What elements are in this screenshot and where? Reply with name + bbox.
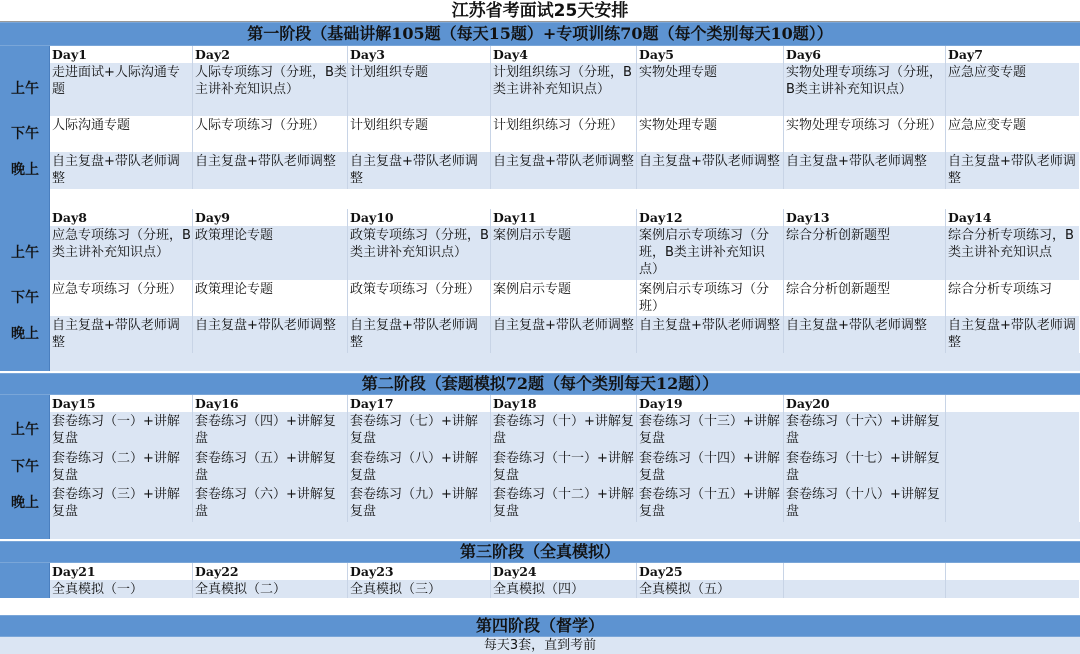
schedule-cell: 套卷练习（十三）+讲解复盘 — [637, 412, 784, 449]
grid-divider — [783, 395, 784, 522]
period-label-morning: 上午 — [11, 245, 39, 261]
schedule-cell: 套卷练习（十）+讲解复盘 — [491, 412, 637, 449]
period-label-afternoon: 下午 — [11, 126, 39, 142]
schedule-cell: 计划组织专题 — [348, 116, 491, 152]
schedule-cell: 走进面试+人际沟通专题 — [50, 63, 193, 116]
schedule-cell: 自主复盘+带队老师调整 — [50, 316, 193, 353]
day-label: Day23 — [350, 564, 394, 579]
schedule-cell: 自主复盘+带队老师调整 — [946, 316, 1080, 353]
grid-divider — [192, 563, 193, 598]
grid-divider — [192, 395, 193, 522]
empty-cell — [946, 412, 1080, 449]
day-label: Day2 — [195, 47, 230, 62]
empty-cell — [946, 485, 1080, 522]
grid-divider — [636, 563, 637, 598]
stage3-period-column — [0, 563, 50, 600]
grid-divider — [490, 46, 491, 189]
schedule-cell: 自主复盘+带队老师调整 — [784, 316, 946, 353]
grid-divider — [347, 395, 348, 522]
schedule-cell: 自主复盘+带队老师调整 — [348, 316, 491, 353]
day-label: Day12 — [639, 210, 683, 225]
grid-divider — [945, 395, 946, 522]
day-label: Day18 — [493, 396, 537, 411]
schedule-cell: 套卷练习（二）+讲解复盘 — [50, 449, 193, 485]
day-label: Day17 — [350, 396, 394, 411]
schedule-cell: 综合分析创新题型 — [784, 280, 946, 316]
schedule-cell: 实物处理专项练习（分班，B类主讲补充知识点） — [784, 63, 946, 116]
schedule-cell: 实物处理专题 — [637, 63, 784, 116]
period-label-evening: 晚上 — [11, 495, 39, 511]
spacer-row — [0, 598, 1080, 615]
stage4-header: 第四阶段（督学） — [0, 615, 1080, 637]
grid-divider — [192, 46, 193, 189]
schedule-cell: 套卷练习（九）+讲解复盘 — [348, 485, 491, 522]
day-label: Day10 — [350, 210, 394, 225]
schedule-cell: 人际沟通专题 — [50, 116, 193, 152]
day-label: Day13 — [786, 210, 830, 225]
day-label: Day14 — [948, 210, 992, 225]
day-label: Day5 — [639, 47, 674, 62]
grid-divider — [490, 209, 491, 353]
schedule-cell: 计划组织专题 — [348, 63, 491, 116]
grid-divider — [490, 563, 491, 598]
grid-divider — [945, 209, 946, 353]
empty-cell — [946, 580, 1080, 598]
schedule-cell: 自主复盘+带队老师调整 — [50, 152, 193, 189]
schedule-cell: 全真模拟（二） — [193, 580, 348, 598]
period-label-afternoon: 下午 — [11, 290, 39, 306]
schedule-cell: 应急应变专题 — [946, 63, 1080, 116]
schedule-cell: 案例启示专项练习（分班） — [637, 280, 784, 316]
schedule-cell: 政策专项练习（分班，B类主讲补充知识点） — [348, 226, 491, 280]
schedule-cell: 实物处理专项练习（分班） — [784, 116, 946, 152]
grid-divider — [192, 209, 193, 353]
grid-divider — [347, 46, 348, 189]
schedule-cell: 套卷练习（六）+讲解复盘 — [193, 485, 348, 522]
period-label-evening: 晚上 — [11, 162, 39, 178]
day-label: Day11 — [493, 210, 537, 225]
schedule-cell: 综合分析专项练习，B类主讲补充知识点 — [946, 226, 1080, 280]
schedule-cell: 套卷练习（八）+讲解复盘 — [348, 449, 491, 485]
grid-divider — [636, 209, 637, 353]
schedule-cell: 自主复盘+带队老师调整 — [637, 152, 784, 189]
grid-divider — [636, 46, 637, 189]
grid-divider — [945, 46, 946, 189]
schedule-cell: 自主复盘+带队老师调整 — [193, 316, 348, 353]
schedule-cell: 应急应变专题 — [946, 116, 1080, 152]
spacer-row — [50, 353, 1080, 371]
schedule-cell: 自主复盘+带队老师调整 — [491, 152, 637, 189]
day-label: Day8 — [52, 210, 87, 225]
schedule-cell: 实物处理专题 — [637, 116, 784, 152]
schedule-cell: 套卷练习（七）+讲解复盘 — [348, 412, 491, 449]
stage1-header: 第一阶段（基础讲解105题（每天15题）+专项训练70题（每个类别每天10题）） — [0, 22, 1080, 46]
schedule-cell: 全真模拟（一） — [50, 580, 193, 598]
schedule-cell: 计划组织练习（分班） — [491, 116, 637, 152]
schedule-cell: 应急专项练习（分班） — [50, 280, 193, 316]
day-label: Day20 — [786, 396, 830, 411]
schedule-cell: 应急专项练习（分班，B类主讲补充知识点） — [50, 226, 193, 280]
schedule-cell: 全真模拟（五） — [637, 580, 784, 598]
day-label: Day3 — [350, 47, 385, 62]
stage4-note: 每天3套，直到考前 — [0, 637, 1080, 654]
schedule-cell: 套卷练习（十五）+讲解复盘 — [637, 485, 784, 522]
day-label: Day24 — [493, 564, 537, 579]
schedule-cell: 套卷练习（十四）+讲解复盘 — [637, 449, 784, 485]
day-label: Day16 — [195, 396, 239, 411]
spacer-row — [50, 522, 1080, 539]
grid-divider — [783, 563, 784, 598]
schedule-cell: 套卷练习（一）+讲解复盘 — [50, 412, 193, 449]
schedule-cell: 全真模拟（四） — [491, 580, 637, 598]
day-label: Day4 — [493, 47, 528, 62]
grid-divider — [347, 209, 348, 353]
grid-divider — [945, 563, 946, 598]
schedule-cell: 自主复盘+带队老师调整 — [348, 152, 491, 189]
period-label-morning: 上午 — [11, 81, 39, 97]
period-label-evening: 晚上 — [11, 326, 39, 342]
day-label: Day21 — [52, 564, 96, 579]
schedule-cell: 套卷练习（十六）+讲解复盘 — [784, 412, 946, 449]
schedule-cell: 套卷练习（十七）+讲解复盘 — [784, 449, 946, 485]
schedule-cell: 案例启示专题 — [491, 226, 637, 280]
schedule-cell: 套卷练习（十八）+讲解复盘 — [784, 485, 946, 522]
schedule-cell: 套卷练习（五）+讲解复盘 — [193, 449, 348, 485]
day-label: Day1 — [52, 47, 87, 62]
day-label: Day25 — [639, 564, 683, 579]
schedule-cell: 套卷练习（三）+讲解复盘 — [50, 485, 193, 522]
day-label: Day15 — [52, 396, 96, 411]
period-label-morning: 上午 — [11, 422, 39, 438]
empty-cell — [946, 449, 1080, 485]
schedule-cell: 套卷练习（十一）+讲解复盘 — [491, 449, 637, 485]
grid-divider — [636, 395, 637, 522]
day-label: Day7 — [948, 47, 983, 62]
day-label: Day22 — [195, 564, 239, 579]
grid-divider — [783, 209, 784, 353]
schedule-cell: 政策理论专题 — [193, 280, 348, 316]
schedule-cell: 综合分析专项练习 — [946, 280, 1080, 316]
schedule-cell: 计划组织练习（分班，B类主讲补充知识点） — [491, 63, 637, 116]
stage3-header: 第三阶段（全真模拟） — [0, 541, 1080, 563]
schedule-cell: 自主复盘+带队老师调整 — [193, 152, 348, 189]
schedule-cell: 案例启示专题 — [491, 280, 637, 316]
schedule-cell: 自主复盘+带队老师调整 — [637, 316, 784, 353]
page-title: 江苏省考面试25天安排 — [0, 0, 1080, 22]
grid-divider — [347, 563, 348, 598]
schedule-cell: 综合分析创新题型 — [784, 226, 946, 280]
schedule-cell: 自主复盘+带队老师调整 — [491, 316, 637, 353]
schedule-cell: 政策专项练习（分班） — [348, 280, 491, 316]
schedule-cell: 套卷练习（四）+讲解复盘 — [193, 412, 348, 449]
schedule-cell: 全真模拟（三） — [348, 580, 491, 598]
grid-divider — [490, 395, 491, 522]
schedule-cell: 套卷练习（十二）+讲解复盘 — [491, 485, 637, 522]
schedule-cell: 案例启示专项练习（分班，B类主讲补充知识点） — [637, 226, 784, 280]
schedule-cell: 自主复盘+带队老师调整 — [946, 152, 1080, 189]
day-label: Day19 — [639, 396, 683, 411]
schedule-cell: 人际专项练习（分班） — [193, 116, 348, 152]
grid-divider — [783, 46, 784, 189]
schedule-cell: 政策理论专题 — [193, 226, 348, 280]
day-label: Day6 — [786, 47, 821, 62]
spacer-row — [50, 189, 1080, 209]
period-label-afternoon: 下午 — [11, 459, 39, 475]
stage2-header: 第二阶段（套题模拟72题（每个类别每天12题）） — [0, 373, 1080, 395]
schedule-cell: 人际专项练习（分班，B类主讲补充知识点） — [193, 63, 348, 116]
schedule-cell: 自主复盘+带队老师调整 — [784, 152, 946, 189]
day-label: Day9 — [195, 210, 230, 225]
empty-cell — [784, 580, 946, 598]
